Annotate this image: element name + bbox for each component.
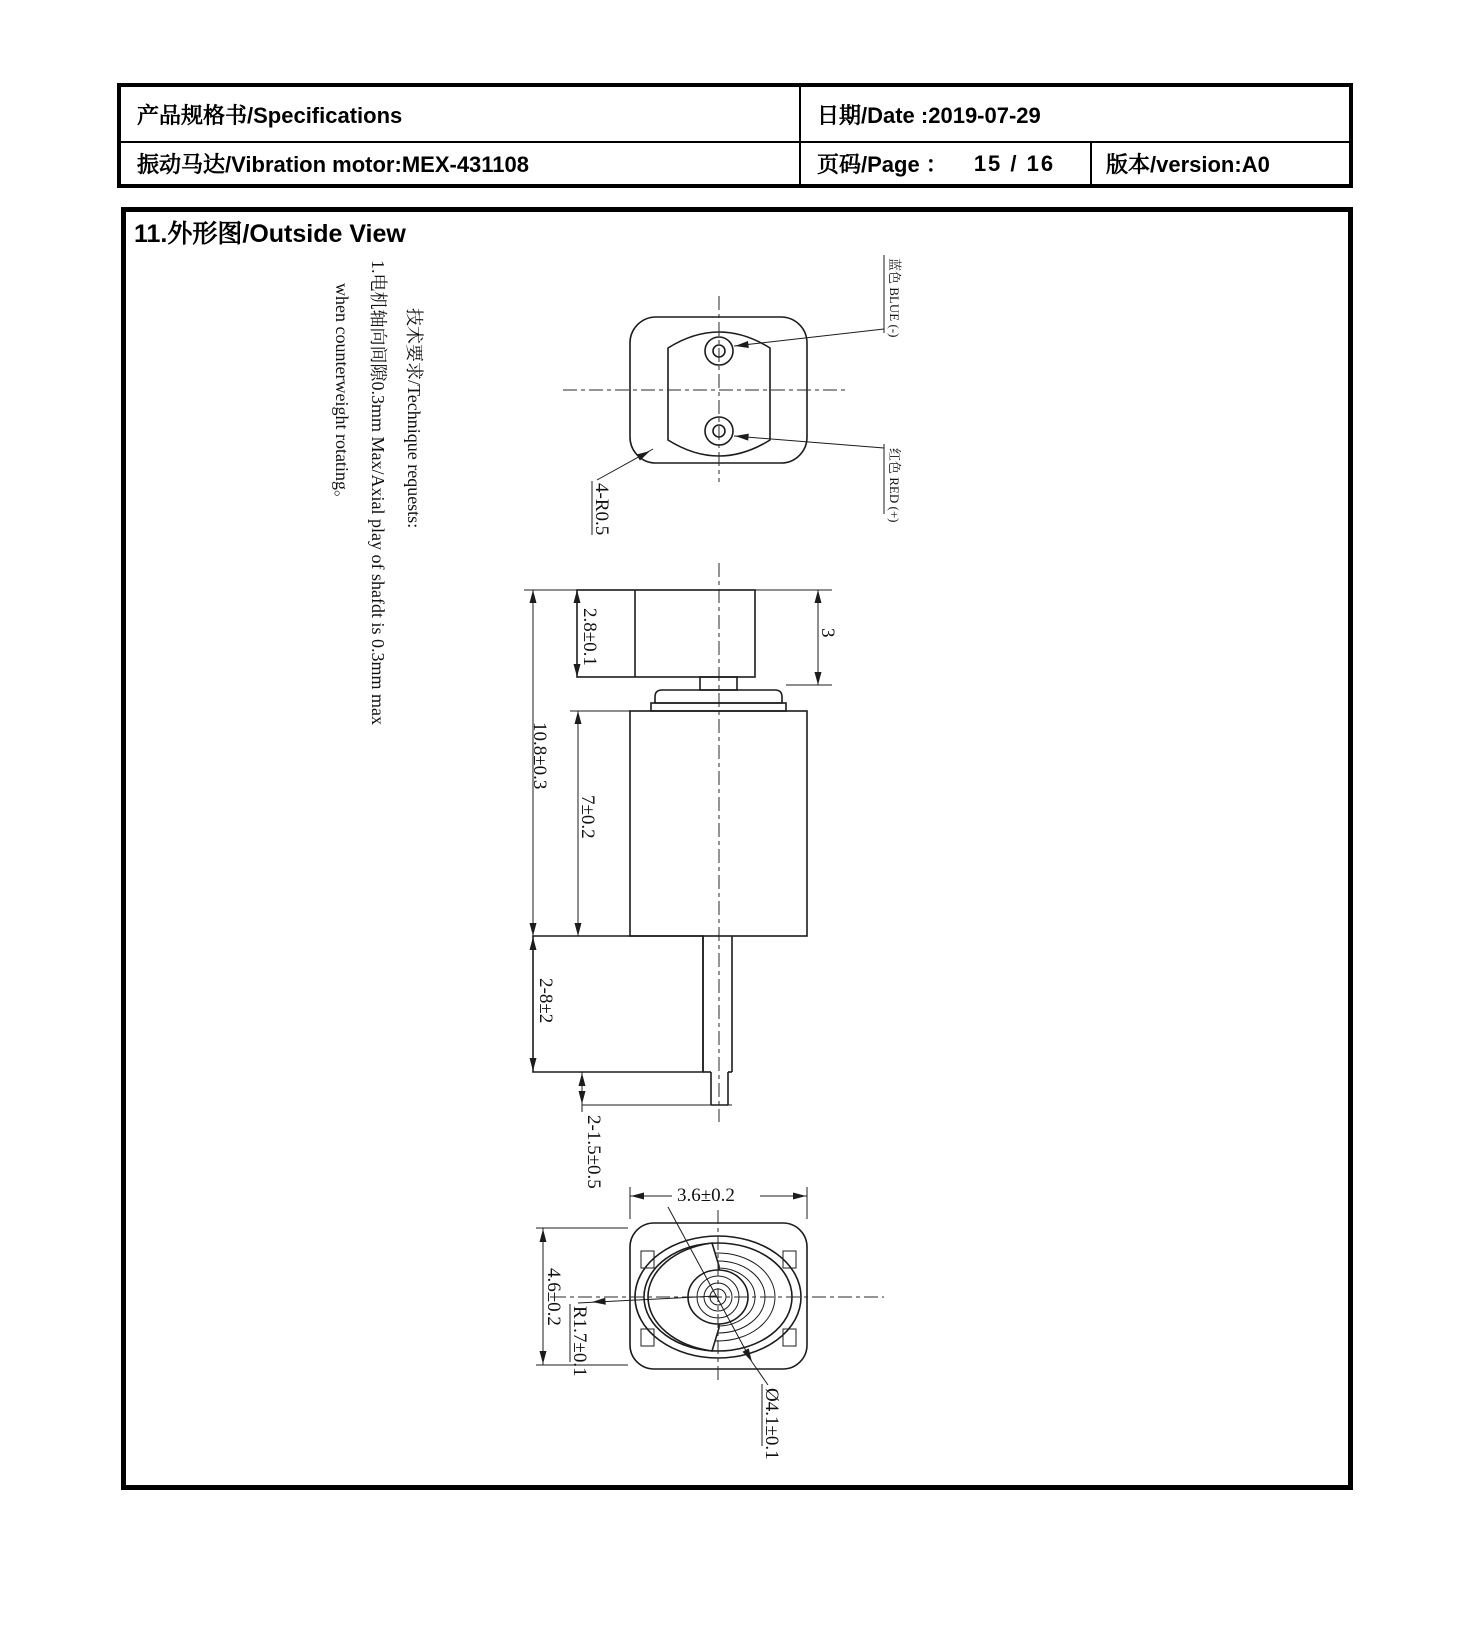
counterweight-total-dim: 3 <box>817 628 838 638</box>
bottom-view <box>536 1185 884 1460</box>
blue-wire-label: 蓝色 BLUE (-) <box>887 258 902 338</box>
product-label: 振动马达/Vibration motor:MEX-431108 <box>137 152 530 177</box>
section-title: 11.外形图/Outside View <box>134 220 406 248</box>
corner-radius-label: 4-R0.5 <box>591 483 612 536</box>
wire-length-dim: 2-8±2 <box>535 978 556 1024</box>
can-diameter-dim: Ø4.1±0.1 <box>761 1388 782 1460</box>
note-line-1: 技术要求/Technique requests: <box>404 308 424 529</box>
page-number: 15 / 16 <box>973 150 1056 176</box>
top-view <box>563 255 902 535</box>
counterweight-height-dim: 2.8±0.1 <box>579 608 600 666</box>
side-view <box>524 563 838 1189</box>
page-label: 页码/Page ： <box>817 152 948 177</box>
version-label: 版本/version:A0 <box>1106 152 1270 177</box>
note-line-3: when counterweight rotating。 <box>332 283 352 508</box>
body-width-dim: 3.6±0.2 <box>677 1185 735 1206</box>
body-depth-dim: 4.6±0.2 <box>543 1268 564 1326</box>
terminal-length-dim: 2-1.5±0.5 <box>583 1115 604 1189</box>
body-height-dim: 7±0.2 <box>577 795 598 839</box>
date-label: 日期/Date :2019-07-29 <box>817 102 1041 128</box>
note-line-2: 1.电机轴向间隙0.3mm Max/Axial play of shafdt is 0.3mm max <box>368 260 388 725</box>
counterweight-radius-arrow <box>592 1298 606 1305</box>
red-wire-label: 红色 RED (+) <box>887 448 902 523</box>
spec-title: 产品规格书/Specifications <box>137 102 403 128</box>
counterweight-radius-dim: R1.7±0.1 <box>569 1306 590 1377</box>
overall-height-dim: 10.8±0.3 <box>529 722 550 790</box>
blue-lead-arrow <box>735 341 749 348</box>
red-lead-arrow <box>735 434 749 441</box>
